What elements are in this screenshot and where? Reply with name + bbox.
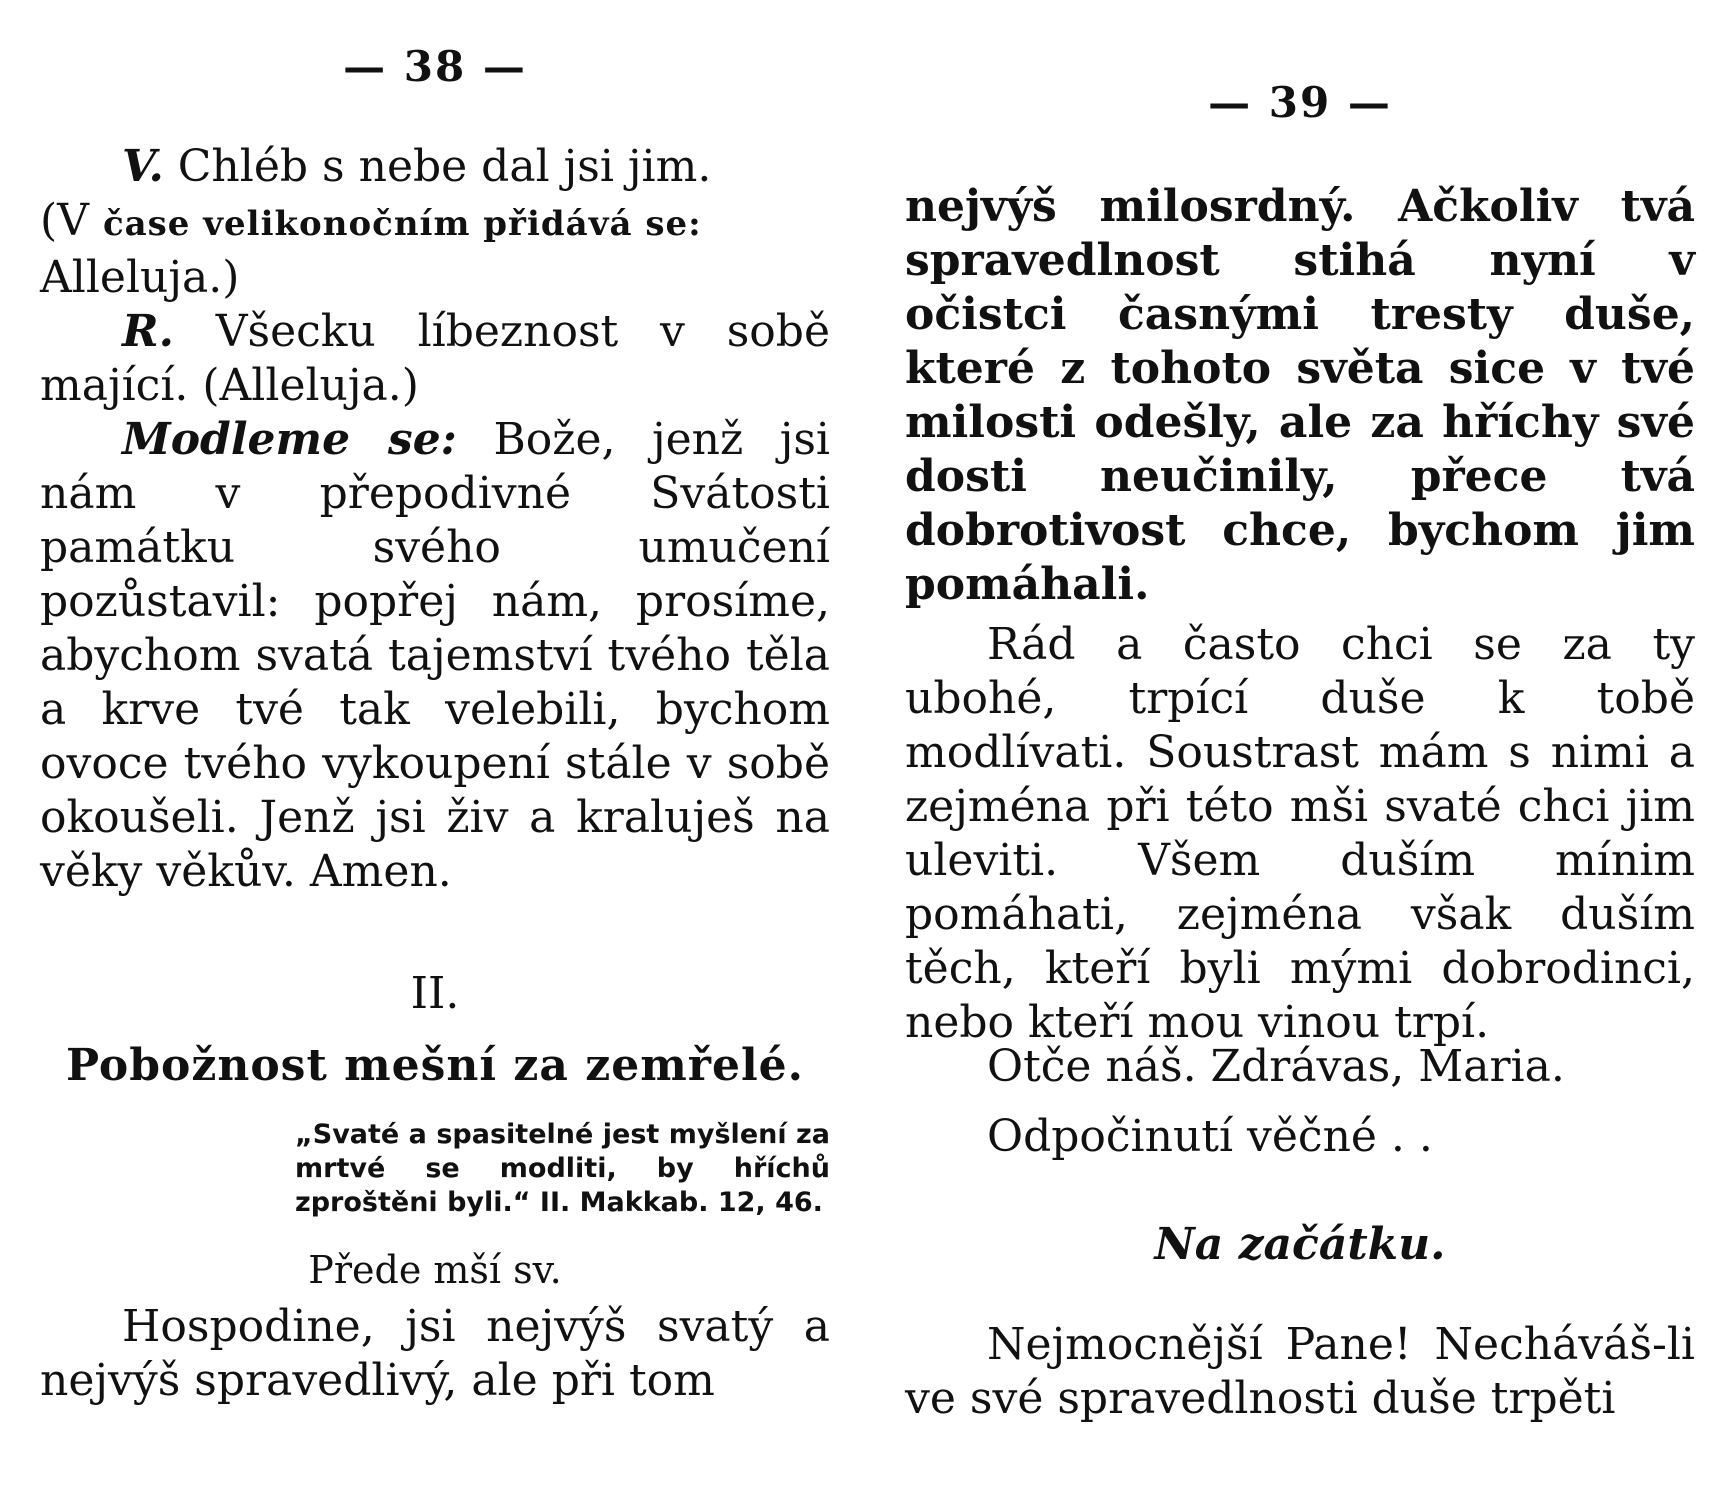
versicle-text: Chléb s nebe dal jsi jim. — [177, 141, 712, 192]
page-number-left: — 38 — — [343, 42, 527, 91]
paragraph-1: nejvýš milosrdný. Ačkoliv tvá spravedlnost stihá nyní v očistci časnými tresty duše, které z tohoto světa sice v tvé milosti odešly, ale za hříchy své dosti neučinily, přece tvá dobrotivost chce, bychom jim pomáhali. — [905, 181, 1695, 610]
collect-prayer — [40, 413, 830, 899]
versicle-note-end: Alleluja.) — [40, 252, 240, 303]
collect-label: Modleme se: — [122, 414, 457, 465]
right-heading: Na začátku. — [1154, 1219, 1446, 1270]
versicle-note-open: (V — [40, 195, 103, 246]
right-closing — [905, 1318, 1695, 1426]
versicle-note-bold: čase velikonočním přidává se: — [102, 204, 702, 244]
response-label: R. — [122, 306, 174, 357]
prayers — [905, 1040, 1695, 1164]
prayer-eternal-rest: Odpočinutí věčné . . — [987, 1111, 1433, 1162]
collect-text: Bože, jenž jsi nám v přepodivné Svátosti památku svého umučení pozůstavil: popřej nám, prosíme, abychom svatá tajemství tvého těla a krve tvé tak velebili, bychom ovoce tvého vykoupení stále v sobě okoušeli. Jenž jsi živ a kraluješ na věky věkův. Amen. — [40, 414, 830, 897]
section-number: II. — [410, 968, 460, 1019]
versicle-label: V. — [122, 141, 164, 192]
closing-text: Hospodine, jsi nejvýš svatý a nejvýš spravedlivý, ale při tom — [40, 1301, 830, 1406]
scripture-quote: „Svaté a spasitelné jest myšlení za mrtvé se modliti, by hříchů zproštěni byli.“ II. Makkab. 12, 46. — [295, 1119, 830, 1218]
paragraph-2: Rád a často chci se za ty ubohé, trpící duše k tobě modlívati. Soustrast mám s nimi a zejména při této mši svaté chci jim uleviti. Všem duším mínim pomáhati, zejména však duším těch, kteří byli mými dobrodinci, nebo kteří mou vinou trpí. — [905, 619, 1695, 1048]
closing-paragraph — [40, 1300, 830, 1408]
right-body — [905, 180, 1695, 1050]
response-text: Všecku líbeznost v sobě mající. (Alleluja.) — [40, 306, 830, 411]
versicle-note — [40, 194, 830, 305]
page-number-right: — 39 — — [1208, 78, 1392, 127]
subheading: Přede mší sv. — [308, 1248, 562, 1292]
versicle — [40, 140, 830, 194]
prayer-our-father: Otče náš. Zdrávas, Maria. — [987, 1041, 1565, 1092]
response — [40, 305, 830, 413]
versicle-block — [40, 140, 830, 899]
section-heading: Pobožnost mešní za zemřelé. — [65, 1040, 804, 1091]
paragraph-3: Nejmocnější Pane! Necháváš-li ve své spravedlnosti duše trpěti — [905, 1319, 1695, 1424]
